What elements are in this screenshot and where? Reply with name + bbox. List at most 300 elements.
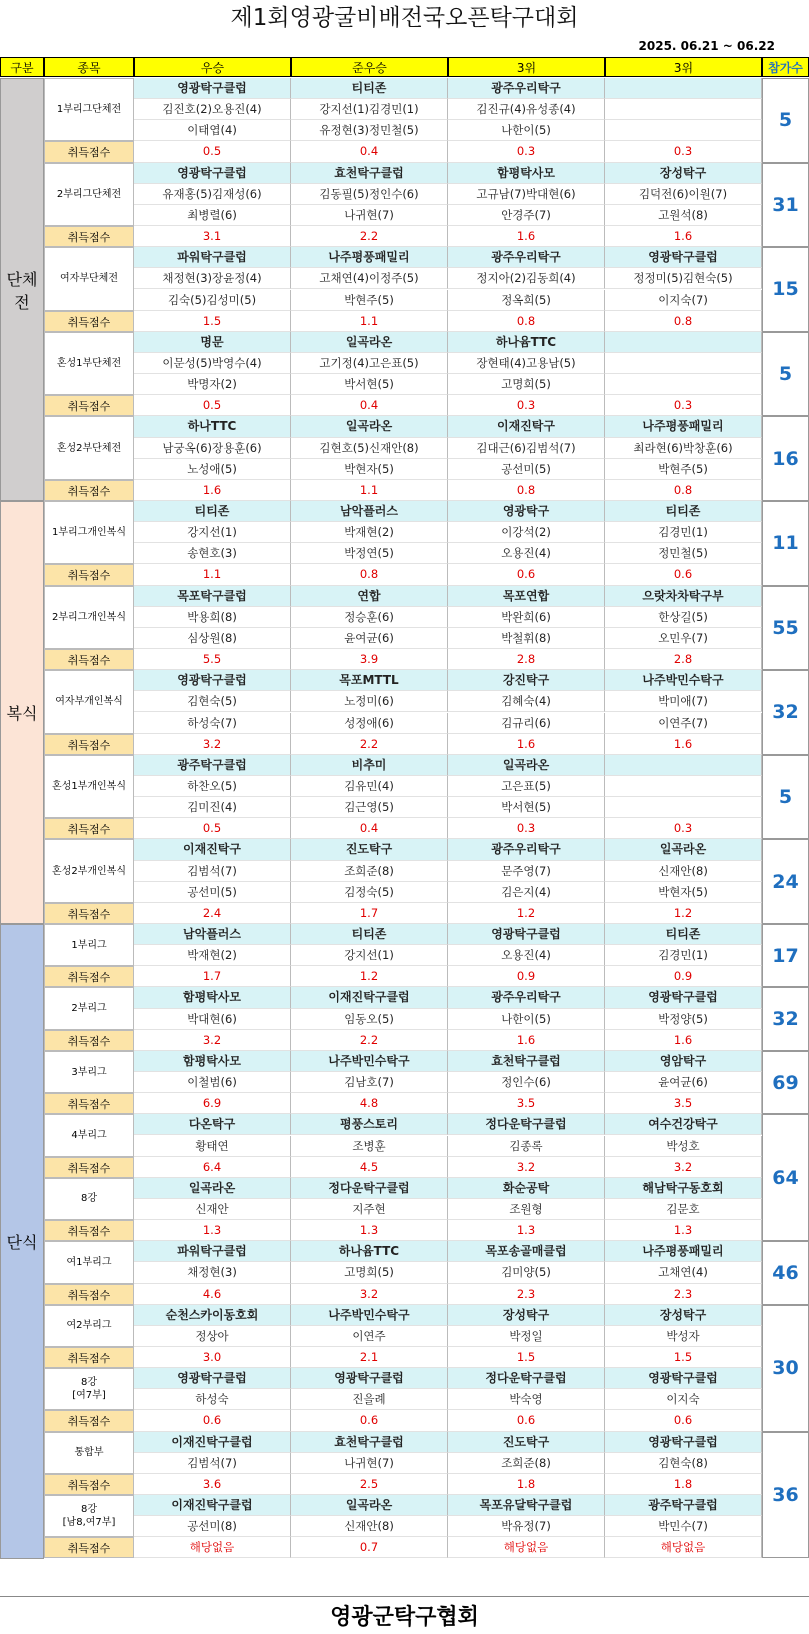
score-value: 2.2	[291, 1030, 448, 1051]
player-name: 정민철(5)	[605, 543, 762, 564]
score-value: 4.5	[291, 1157, 448, 1178]
player-name: 지주현	[291, 1199, 448, 1220]
player-name: 박철휘(8)	[448, 628, 605, 649]
club-name: 목포유달탁구클럽	[448, 1495, 605, 1516]
player-name: 송현호(3)	[134, 543, 291, 564]
score-label: 취득점수	[44, 1474, 134, 1495]
participant-count: 16	[762, 416, 809, 501]
player-name: 이지숙	[605, 1389, 762, 1410]
club-name: 영광탁구클럽	[291, 1368, 448, 1389]
score-value: 4.6	[134, 1284, 291, 1305]
club-name: 정다운탁구클럽	[448, 1368, 605, 1389]
player-name	[605, 353, 762, 374]
club-name: 나주평풍패밀리	[605, 1241, 762, 1262]
player-name: 황태연	[134, 1136, 291, 1157]
club-name: 연합	[291, 586, 448, 607]
participant-count: 15	[762, 247, 809, 332]
score-value: 3.0	[134, 1347, 291, 1368]
player-name: 박숙영	[448, 1389, 605, 1410]
club-name: 장성탁구	[605, 1305, 762, 1326]
player-name: 김진호(2)오용진(4)	[134, 99, 291, 120]
score-label: 취득점수	[44, 1284, 134, 1305]
score-value: 2.8	[448, 649, 605, 670]
score-value: 3.2	[448, 1157, 605, 1178]
club-name: 나주박민수탁구	[291, 1051, 448, 1072]
player-name: 김현숙(5)	[134, 691, 291, 712]
player-name: 고명희(5)	[291, 1262, 448, 1283]
club-name: 영광탁구클럽	[134, 1368, 291, 1389]
score-label: 취득점수	[44, 1093, 134, 1114]
club-name: 여수건강탁구	[605, 1114, 762, 1135]
player-name: 고채연(4)	[605, 1262, 762, 1283]
player-name: 정상아	[134, 1326, 291, 1347]
player-name: 박정양(5)	[605, 1009, 762, 1030]
club-name: 티티존	[134, 501, 291, 522]
score-label: 취득점수	[44, 141, 134, 162]
player-name: 박재현(2)	[291, 522, 448, 543]
score-value: 3.9	[291, 649, 448, 670]
player-name: 공선미(5)	[134, 882, 291, 903]
player-name: 고은표(5)	[448, 776, 605, 797]
player-name: 한상길(5)	[605, 607, 762, 628]
score-value: 0.6	[448, 564, 605, 585]
score-value: 1.7	[134, 966, 291, 987]
score-label: 취득점수	[44, 903, 134, 924]
club-name: 다온탁구	[134, 1114, 291, 1135]
club-name: 목포송골매클럽	[448, 1241, 605, 1262]
score-value: 1.6	[448, 226, 605, 247]
player-name: 고기정(4)고은표(5)	[291, 353, 448, 374]
player-name: 채정현(3)장윤정(4)	[134, 268, 291, 289]
event-name: 여자부개인복식	[44, 670, 134, 733]
score-value: 0.8	[605, 480, 762, 501]
group-label: 단식	[0, 924, 44, 1559]
score-value: 해당없음	[605, 1537, 762, 1558]
club-name: 티티존	[605, 501, 762, 522]
score-value: 2.2	[291, 226, 448, 247]
player-name: 유정현(3)정민철(5)	[291, 120, 448, 141]
club-name: 영광탁구	[448, 501, 605, 522]
player-name: 강지선(1)	[291, 945, 448, 966]
player-name: 하찬오(5)	[134, 776, 291, 797]
score-label: 취득점수	[44, 1220, 134, 1241]
player-name	[605, 99, 762, 120]
score-value: 0.4	[291, 818, 448, 839]
club-name: 이재진탁구클럽	[291, 987, 448, 1008]
player-name: 김대근(6)김범석(7)	[448, 438, 605, 459]
club-name: 이재진탁구	[134, 839, 291, 860]
club-name: 광주우리탁구	[448, 987, 605, 1008]
participant-count: 24	[762, 839, 809, 924]
player-name: 박서현(5)	[291, 374, 448, 395]
score-label: 취득점수	[44, 1157, 134, 1178]
player-name: 나한이(5)	[448, 120, 605, 141]
club-name: 하나윰TTC	[448, 332, 605, 353]
player-name: 김범석(7)	[134, 1453, 291, 1474]
player-name: 김미양(5)	[448, 1262, 605, 1283]
score-value: 0.7	[291, 1537, 448, 1558]
score-value: 0.6	[134, 1410, 291, 1431]
score-value: 해당없음	[448, 1537, 605, 1558]
score-value: 0.6	[605, 1410, 762, 1431]
club-name: 강진탁구	[448, 670, 605, 691]
player-name: 안경주(7)	[448, 205, 605, 226]
player-name: 박성자	[605, 1326, 762, 1347]
score-value: 1.6	[448, 1030, 605, 1051]
player-name: 오용진(4)	[448, 543, 605, 564]
club-name: 광주우리탁구	[448, 839, 605, 860]
player-name	[605, 776, 762, 797]
player-name: 박성호	[605, 1136, 762, 1157]
score-value: 3.5	[605, 1093, 762, 1114]
player-name: 문주영(7)	[448, 861, 605, 882]
player-name: 강지선(1)김경민(1)	[291, 99, 448, 120]
player-name: 오용진(4)	[448, 945, 605, 966]
player-name: 김문호	[605, 1199, 762, 1220]
club-name: 목포탁구클럽	[134, 586, 291, 607]
club-name: 함평탁사모	[134, 1051, 291, 1072]
participant-count: 31	[762, 163, 809, 248]
player-name: 이연주	[291, 1326, 448, 1347]
score-value: 1.6	[605, 1030, 762, 1051]
score-label: 취득점수	[44, 226, 134, 247]
club-name: 남악플러스	[134, 924, 291, 945]
player-name: 김미진(4)	[134, 797, 291, 818]
player-name: 이태엽(4)	[134, 120, 291, 141]
score-label: 취득점수	[44, 1537, 134, 1558]
score-value: 0.4	[291, 395, 448, 416]
score-value: 1.5	[448, 1347, 605, 1368]
participant-count: 32	[762, 987, 809, 1050]
score-value: 0.3	[605, 141, 762, 162]
player-name: 나귀현(7)	[291, 1453, 448, 1474]
participant-count: 64	[762, 1114, 809, 1241]
player-name: 김은지(4)	[448, 882, 605, 903]
player-name: 정지아(2)김동희(4)	[448, 268, 605, 289]
club-name: 나주평풍패밀리	[291, 247, 448, 268]
club-name: 평풍스토리	[291, 1114, 448, 1135]
score-value: 0.8	[605, 311, 762, 332]
player-name: 조희준(8)	[291, 861, 448, 882]
player-name: 정옥희(5)	[448, 290, 605, 311]
score-value: 1.6	[448, 734, 605, 755]
player-name: 박용희(8)	[134, 607, 291, 628]
club-name: 이재진탁구클럽	[134, 1432, 291, 1453]
group-label: 단체 전	[0, 78, 44, 501]
club-name: 광주탁구클럽	[605, 1495, 762, 1516]
player-name: 하성숙	[134, 1389, 291, 1410]
score-value: 1.3	[448, 1220, 605, 1241]
player-name: 채정현(3)	[134, 1262, 291, 1283]
club-name: 영광탁구클럽	[134, 670, 291, 691]
score-value: 3.5	[448, 1093, 605, 1114]
event-name: 여1부리그	[44, 1241, 134, 1283]
score-label: 취득점수	[44, 649, 134, 670]
event-name: 2부리그개인복식	[44, 586, 134, 649]
score-value: 0.9	[448, 966, 605, 987]
club-name: 일곡라온	[291, 416, 448, 437]
player-name: 조원형	[448, 1199, 605, 1220]
club-name: 순천스카이동호회	[134, 1305, 291, 1326]
score-value: 0.8	[291, 564, 448, 585]
score-value: 2.2	[291, 734, 448, 755]
player-name: 신재안	[134, 1199, 291, 1220]
club-name: 명문	[134, 332, 291, 353]
player-name: 김숙(5)김성미(5)	[134, 290, 291, 311]
header-third-b: 3위	[605, 57, 762, 77]
player-name: 김혜숙(4)	[448, 691, 605, 712]
club-name: 파워탁구클럽	[134, 247, 291, 268]
header-count: 참가수	[762, 57, 809, 77]
footer-association: 영광군탁구협회	[0, 1596, 809, 1634]
club-name: 정다운탁구클럽	[291, 1178, 448, 1199]
club-name: 영암탁구	[605, 1051, 762, 1072]
player-name: 김유민(4)	[291, 776, 448, 797]
score-value: 4.8	[291, 1093, 448, 1114]
score-label: 취득점수	[44, 1410, 134, 1431]
player-name: 윤여균(6)	[605, 1072, 762, 1093]
club-name: 효천탁구클럽	[448, 1051, 605, 1072]
score-value: 0.5	[134, 818, 291, 839]
player-name: 박완희(6)	[448, 607, 605, 628]
club-name: 나주박민수탁구	[291, 1305, 448, 1326]
club-name: 으랏차차탁구부	[605, 586, 762, 607]
club-name: 장성탁구	[605, 163, 762, 184]
event-name: 1부리그개인복식	[44, 501, 134, 564]
player-name: 박민수(7)	[605, 1516, 762, 1537]
score-label: 취득점수	[44, 734, 134, 755]
club-name: 진도탁구	[291, 839, 448, 860]
club-name: 티티존	[291, 78, 448, 99]
player-name: 김현숙(8)	[605, 1453, 762, 1474]
player-name: 신재안(8)	[605, 861, 762, 882]
player-name: 박정연(5)	[291, 543, 448, 564]
player-name: 박재현(2)	[134, 945, 291, 966]
player-name: 박현자(5)	[291, 459, 448, 480]
event-name: 통합부	[44, 1432, 134, 1474]
club-name: 티티존	[291, 924, 448, 945]
score-value: 1.1	[291, 480, 448, 501]
club-name: 진도탁구	[448, 1432, 605, 1453]
event-name: 혼성2부개인복식	[44, 839, 134, 902]
player-name: 박현주(5)	[291, 290, 448, 311]
club-name: 영광탁구클럽	[605, 1432, 762, 1453]
score-value: 5.5	[134, 649, 291, 670]
score-value: 0.6	[291, 1410, 448, 1431]
event-name: 2부리그단체전	[44, 163, 134, 226]
participant-count: 11	[762, 501, 809, 586]
player-name: 오민우(7)	[605, 628, 762, 649]
event-name: 4부리그	[44, 1114, 134, 1156]
player-name: 조희준(8)	[448, 1453, 605, 1474]
header-runner-up: 준우승	[291, 57, 448, 77]
score-value: 1.2	[448, 903, 605, 924]
player-name: 이강석(2)	[448, 522, 605, 543]
club-name: 파워탁구클럽	[134, 1241, 291, 1262]
club-name: 남악플러스	[291, 501, 448, 522]
event-name: 여자부단체전	[44, 247, 134, 310]
participant-count: 55	[762, 586, 809, 671]
player-name: 고원석(8)	[605, 205, 762, 226]
score-value: 2.5	[291, 1474, 448, 1495]
score-value: 0.3	[448, 141, 605, 162]
participant-count: 46	[762, 1241, 809, 1304]
club-name: 광주우리탁구	[448, 247, 605, 268]
club-name: 영광탁구클럽	[605, 247, 762, 268]
club-name: 하나윰TTC	[291, 1241, 448, 1262]
club-name: 영광탁구클럽	[134, 78, 291, 99]
event-name: 2부리그	[44, 987, 134, 1029]
event-name: 8강	[44, 1178, 134, 1220]
club-name: 목포연합	[448, 586, 605, 607]
event-name: 여2부리그	[44, 1305, 134, 1347]
player-name: 노정미(6)	[291, 691, 448, 712]
score-value: 0.4	[291, 141, 448, 162]
club-name: 영광탁구클럽	[448, 924, 605, 945]
player-name: 이철범(6)	[134, 1072, 291, 1093]
club-name: 함평탁사모	[448, 163, 605, 184]
score-value: 3.2	[134, 734, 291, 755]
player-name: 강지선(1)	[134, 522, 291, 543]
score-value: 2.3	[448, 1284, 605, 1305]
score-value: 6.4	[134, 1157, 291, 1178]
player-name: 박서현(5)	[448, 797, 605, 818]
player-name: 김종록	[448, 1136, 605, 1157]
header-group: 구분	[0, 57, 44, 77]
club-name: 해남탁구동호회	[605, 1178, 762, 1199]
tournament-date: 2025. 06.21 ~ 06.22	[638, 39, 775, 53]
score-value: 1.6	[134, 480, 291, 501]
score-value: 3.2	[605, 1157, 762, 1178]
club-name: 이재진탁구	[448, 416, 605, 437]
club-name: 하나TTC	[134, 416, 291, 437]
score-value: 2.3	[605, 1284, 762, 1305]
player-name: 정승훈(6)	[291, 607, 448, 628]
score-value: 1.1	[291, 311, 448, 332]
score-value: 1.6	[605, 226, 762, 247]
score-label: 취득점수	[44, 818, 134, 839]
date-row	[0, 36, 809, 58]
club-name: 효천탁구클럽	[291, 1432, 448, 1453]
player-name: 공선미(5)	[448, 459, 605, 480]
score-label: 취득점수	[44, 1347, 134, 1368]
player-name: 김경민(1)	[605, 522, 762, 543]
score-value: 0.6	[448, 1410, 605, 1431]
score-value: 0.5	[134, 141, 291, 162]
score-value: 3.2	[291, 1284, 448, 1305]
player-name: 하성숙(7)	[134, 713, 291, 734]
club-name: 목포MTTL	[291, 670, 448, 691]
club-name: 광주탁구클럽	[134, 755, 291, 776]
header-event: 종목	[44, 57, 134, 77]
player-name: 박정일	[448, 1326, 605, 1347]
player-name: 박유정(7)	[448, 1516, 605, 1537]
score-value: 1.1	[134, 564, 291, 585]
player-name: 고규남(7)박대현(6)	[448, 184, 605, 205]
score-value: 1.3	[291, 1220, 448, 1241]
header-winner: 우승	[134, 57, 291, 77]
participant-count: 5	[762, 755, 809, 840]
participant-count: 32	[762, 670, 809, 755]
club-name: 일곡라온	[291, 1495, 448, 1516]
header-third-a: 3위	[448, 57, 605, 77]
player-name: 김현호(5)신재안(8)	[291, 438, 448, 459]
score-value: 1.3	[605, 1220, 762, 1241]
player-name: 김덕전(6)이원(7)	[605, 184, 762, 205]
event-name: 1부리그단체전	[44, 78, 134, 141]
player-name: 이문성(5)박영수(4)	[134, 353, 291, 374]
score-label: 취득점수	[44, 966, 134, 987]
score-value: 1.8	[448, 1474, 605, 1495]
score-value: 2.8	[605, 649, 762, 670]
player-name: 김범석(7)	[134, 861, 291, 882]
player-name	[605, 120, 762, 141]
event-name: 3부리그	[44, 1051, 134, 1093]
club-name: 일곡라온	[448, 755, 605, 776]
club-name	[605, 332, 762, 353]
score-value: 1.6	[605, 734, 762, 755]
club-name: 일곡라온	[291, 332, 448, 353]
player-name: 박현자(5)	[605, 882, 762, 903]
player-name: 노성애(5)	[134, 459, 291, 480]
score-value: 6.9	[134, 1093, 291, 1114]
player-name: 박현주(5)	[605, 459, 762, 480]
club-name: 효천탁구클럽	[291, 163, 448, 184]
score-value: 0.8	[448, 480, 605, 501]
player-name: 진을례	[291, 1389, 448, 1410]
club-name: 영광탁구클럽	[605, 1368, 762, 1389]
club-name: 나주평풍패밀리	[605, 416, 762, 437]
player-name: 나한이(5)	[448, 1009, 605, 1030]
participant-count: 5	[762, 78, 809, 163]
player-name: 신재안(8)	[291, 1516, 448, 1537]
score-value: 0.3	[605, 395, 762, 416]
score-value: 3.6	[134, 1474, 291, 1495]
score-label: 취득점수	[44, 395, 134, 416]
player-name: 조병훈	[291, 1136, 448, 1157]
score-value: 0.5	[134, 395, 291, 416]
score-value: 1.5	[605, 1347, 762, 1368]
player-name	[605, 374, 762, 395]
club-name: 일곡라온	[605, 839, 762, 860]
player-name: 박미애(7)	[605, 691, 762, 712]
player-name: 정인수(6)	[448, 1072, 605, 1093]
score-value: 0.3	[448, 395, 605, 416]
player-name: 나귀현(7)	[291, 205, 448, 226]
player-name: 김규리(6)	[448, 713, 605, 734]
score-value: 1.8	[605, 1474, 762, 1495]
score-value: 1.2	[605, 903, 762, 924]
participant-count: 36	[762, 1432, 809, 1559]
player-name: 임동오(5)	[291, 1009, 448, 1030]
player-name: 장현태(4)고용남(5)	[448, 353, 605, 374]
score-value: 3.2	[134, 1030, 291, 1051]
player-name: 공선미(8)	[134, 1516, 291, 1537]
player-name: 김진규(4)유성종(4)	[448, 99, 605, 120]
player-name: 박명자(2)	[134, 374, 291, 395]
player-name	[605, 797, 762, 818]
participant-count: 5	[762, 332, 809, 417]
score-value: 0.6	[605, 564, 762, 585]
club-name: 이재진탁구클럽	[134, 1495, 291, 1516]
club-name: 화순공탁	[448, 1178, 605, 1199]
score-value: 1.5	[134, 311, 291, 332]
score-value: 해당없음	[134, 1537, 291, 1558]
player-name: 김동필(5)정인수(6)	[291, 184, 448, 205]
participant-count: 30	[762, 1305, 809, 1432]
participant-count: 17	[762, 924, 809, 987]
player-name: 최라현(6)박창훈(6)	[605, 438, 762, 459]
